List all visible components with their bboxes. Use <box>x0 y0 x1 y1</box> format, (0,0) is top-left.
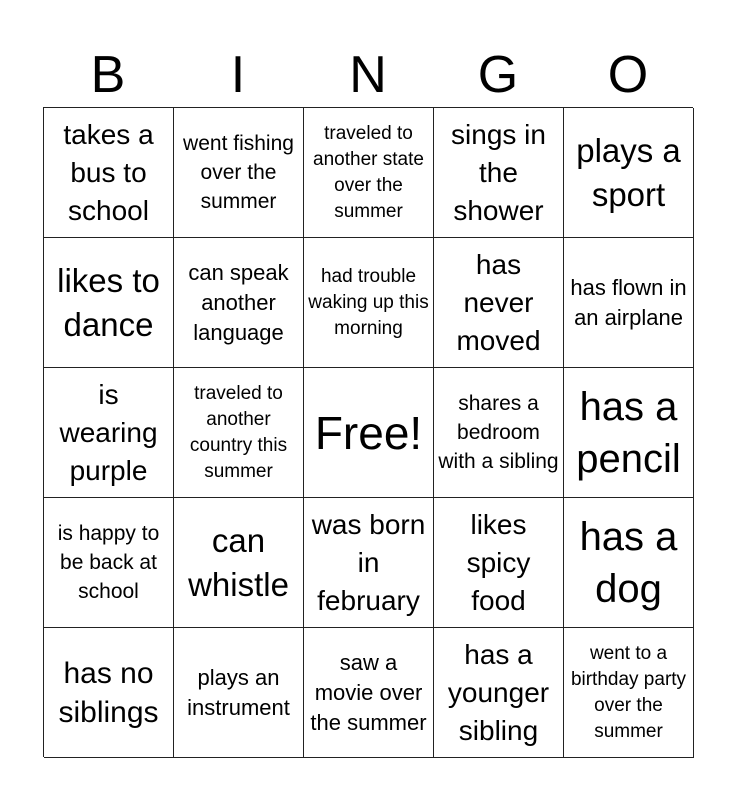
cell-text: has a pencil <box>576 384 681 481</box>
cell-text: can speak another language <box>188 259 289 345</box>
cell-text: is happy to be back at school <box>57 522 160 603</box>
bingo-cell-5-1[interactable] <box>44 628 174 758</box>
bingo-cell-2-3[interactable] <box>304 238 434 368</box>
cell-text: has no siblings <box>58 656 159 729</box>
bingo-cell-1-2[interactable] <box>174 108 304 238</box>
bingo-cell-5-4[interactable] <box>434 628 564 758</box>
bingo-cell-4-5[interactable] <box>564 498 694 628</box>
header-letter-o: O <box>607 46 649 104</box>
cell-text: is wearing purple <box>59 378 158 486</box>
cell-text: saw a movie over the summer <box>310 649 427 735</box>
cell-text: can whistle <box>188 521 289 603</box>
bingo-cell-4-3[interactable] <box>304 498 434 628</box>
cell-text: went fishing over the summer <box>183 132 294 213</box>
bingo-cell-2-1[interactable] <box>44 238 174 368</box>
bingo-cell-2-4[interactable] <box>434 238 564 368</box>
cell-text: went to a birthday party over the summer <box>570 642 687 742</box>
cell-text: had trouble waking up this morning <box>308 265 429 339</box>
cell-text: traveled to another country this summer <box>189 382 288 482</box>
cell-text: likes to dance <box>57 261 160 343</box>
bingo-board <box>43 107 693 757</box>
bingo-cell-3-5[interactable] <box>564 368 694 498</box>
cell-text: sings in the shower <box>451 118 546 226</box>
cell-text: likes spicy food <box>466 508 531 616</box>
bingo-cell-3-1[interactable] <box>44 368 174 498</box>
bingo-header <box>43 44 693 106</box>
header-letter-n: N <box>349 46 387 104</box>
bingo-cell-3-2[interactable] <box>174 368 304 498</box>
cell-text: has never moved <box>456 248 541 356</box>
cell-text: plays an instrument <box>187 664 290 720</box>
header-letter-b: B <box>90 46 126 104</box>
bingo-cell-1-4[interactable] <box>434 108 564 238</box>
bingo-cell-4-2[interactable] <box>174 498 304 628</box>
bingo-cell-1-5[interactable] <box>564 108 694 238</box>
bingo-cell-1-3[interactable] <box>304 108 434 238</box>
bingo-cell-1-1[interactable] <box>44 108 174 238</box>
cell-text: shares a bedroom with a sibling <box>438 392 559 473</box>
cell-text: has a dog <box>579 514 678 611</box>
cell-text: plays a sport <box>576 131 681 213</box>
cell-text: has flown in an airplane <box>570 274 687 330</box>
bingo-cell-4-4[interactable] <box>434 498 564 628</box>
free-space: Free! <box>314 406 423 459</box>
bingo-cell-4-1[interactable] <box>44 498 174 628</box>
header-letter-g: G <box>477 46 519 104</box>
bingo-cell-2-2[interactable] <box>174 238 304 368</box>
bingo-cell-5-5[interactable] <box>564 628 694 758</box>
cell-text: has a younger sibling <box>447 638 550 746</box>
cell-text: traveled to another state over the summer <box>313 122 424 222</box>
bingo-cell-2-5[interactable] <box>564 238 694 368</box>
bingo-cell-5-2[interactable] <box>174 628 304 758</box>
cell-text: was born in february <box>311 508 426 616</box>
bingo-cell-3-3[interactable] <box>304 368 434 498</box>
cell-text: takes a bus to school <box>63 118 154 226</box>
header-letter-i: I <box>230 46 246 104</box>
bingo-cell-5-3[interactable] <box>304 628 434 758</box>
bingo-cell-3-4[interactable] <box>434 368 564 498</box>
